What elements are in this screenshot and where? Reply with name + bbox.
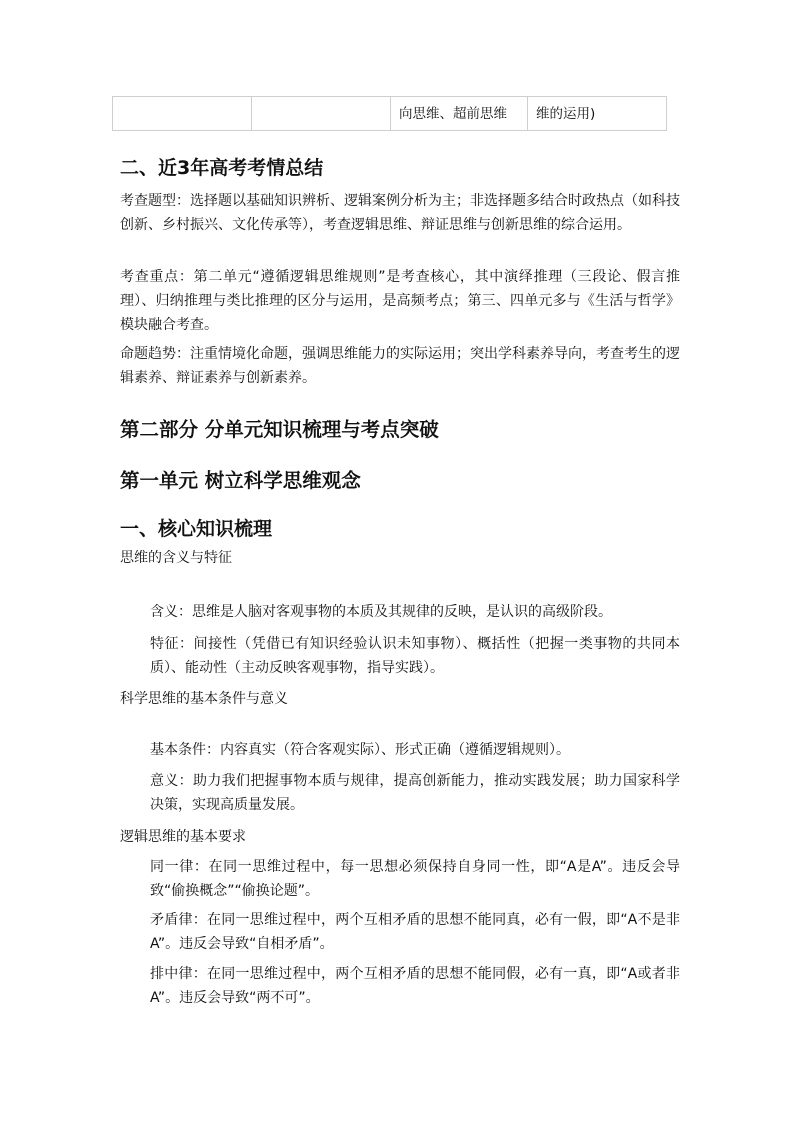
list-item: 意义：助力我们把握事物本质与规律，提高创新能力，推动实践发展；助力国家科学决策，实现高质量发展。 [150, 773, 680, 813]
table-cell: 维的运用) [528, 97, 667, 131]
table-fragment [112, 96, 667, 131]
list-item: 特征：间接性（凭借已有知识经验认识未知事物）、概括性（把握一类事物的共同本质）、能动性（主动反映客观事物，指导实践）。 [150, 636, 680, 676]
group-title: 逻辑思维的基本要求 [120, 829, 246, 845]
exam-type-paragraph: 考查题型：选择题以基础知识辨析、逻辑案例分析为主；非选择题多结合时政热点（如科技创新、乡村振兴、文化传承等），考查逻辑思维、辩证思维与创新思维的综合运用。 [120, 193, 680, 233]
table-cell [113, 97, 252, 131]
exam-focus-paragraph: 考查重点：第二单元“遵循逻辑思维规则”是考查核心，其中演绎推理（三段论、假言推理）、归纳推理与类比推理的区分与运用，是高频考点；第三、四单元多与《生活与哲学》模块融合考查。 [120, 269, 680, 333]
part-two-title: 第二部分 分单元知识梳理与考点突破 [120, 418, 439, 441]
list-item: 矛盾律：在同一思维过程中，两个互相矛盾的思想不能同真，必有一假，即“A不是非A”。违反会导致“自相矛盾”。 [150, 912, 680, 952]
unit-one-title: 第一单元 树立科学思维观念 [120, 469, 361, 492]
table-cell: 向思维、超前思维 [391, 97, 528, 131]
group-title: 科学思维的基本条件与意义 [120, 691, 288, 707]
exam-summary-heading: 二、近3年高考考情总结 [120, 157, 324, 179]
table-cell [252, 97, 391, 131]
core-knowledge-heading: 一、核心知识梳理 [120, 518, 273, 540]
list-item: 同一律：在同一思维过程中，每一思想必须保持自身同一性，即“A是A”。违反会导致“偷换概念”“偷换论题”。 [150, 859, 680, 899]
list-item: 基本条件：内容真实（符合客观实际）、形式正确（遵循逻辑规则）。 [150, 742, 570, 758]
group-title: 思维的含义与特征 [120, 550, 232, 566]
exam-trend-paragraph: 命题趋势：注重情境化命题，强调思维能力的实际运用；突出学科素养导向，考查考生的逻辑素养、辩证素养与创新素养。 [120, 346, 680, 386]
list-item: 排中律：在同一思维过程中，两个互相矛盾的思想不能同假，必有一真，即“A或者非A”。违反会导致“两不可”。 [150, 966, 680, 1006]
list-item: 含义：思维是人脑对客观事物的本质及其规律的反映，是认识的高级阶段。 [150, 604, 612, 620]
table-row [113, 97, 667, 131]
